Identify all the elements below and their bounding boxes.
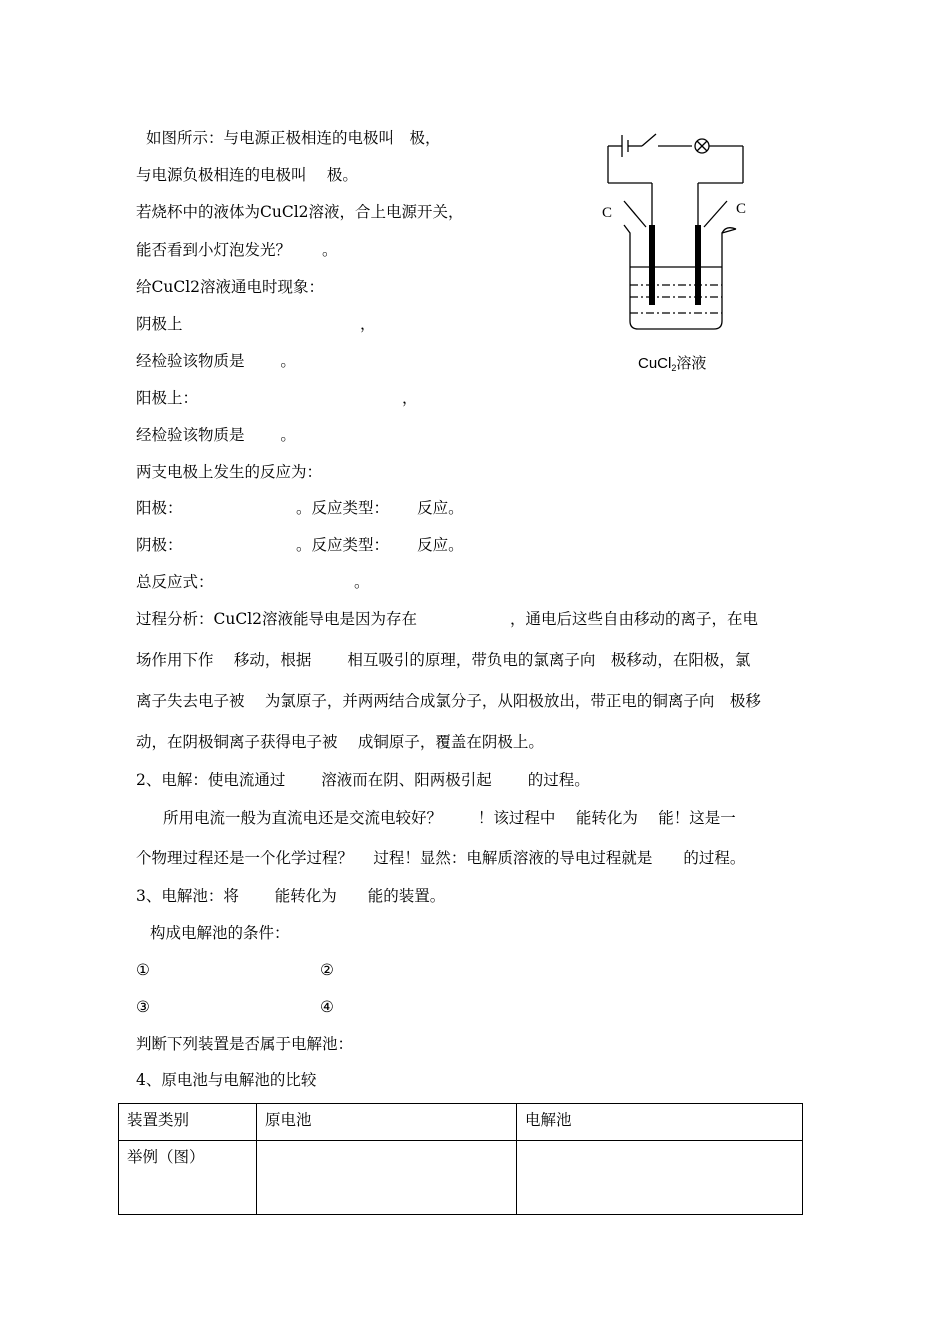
row-example-label: 举例（图）: [119, 1141, 257, 1215]
intro-line-5: 给CuCl2溶液通电时现象：: [136, 278, 325, 296]
header-device-type: 装置类别: [119, 1104, 257, 1141]
row-example-electrolytic[interactable]: [517, 1141, 803, 1215]
left-electrode: [649, 225, 655, 305]
cathode-observation-comma: ，: [360, 315, 376, 333]
section2-question-1: 所用电流一般为直流电还是交流电较好？ ！该过程中 能转化为 能！这是一: [163, 809, 736, 827]
figure-caption: CuCl$_2$溶液: [638, 355, 707, 373]
cathode-reaction-label: 阴极：: [136, 536, 183, 554]
anode-observation-label: 阳极上：: [136, 389, 199, 407]
reactions-heading: 两支电极上发生的反应为：: [136, 463, 323, 481]
anode-observation-comma: ，: [402, 389, 418, 407]
anode-reaction-type: 。反应类型： 反应。: [296, 499, 464, 517]
analysis-line-2: 场作用下作 移动，根据 相互吸引的原理，带负电的氯离子向 极移动，在阳极，氯: [136, 651, 751, 669]
overall-reaction-period: 。: [354, 573, 370, 591]
switch-blade: [642, 134, 656, 146]
cathode-check-line: 经检验该物质是 。: [136, 352, 296, 370]
section4-title: 4、原电池与电解池的比较: [136, 1071, 317, 1089]
cathode-observation-label: 阴极上: [136, 315, 183, 333]
right-electrode: [695, 225, 701, 305]
intro-line-2: 与电源负极相连的电极叫 极。: [136, 166, 358, 184]
judge-heading: 判断下列装置是否属于电解池：: [136, 1035, 354, 1053]
anode-reaction-label: 阳极：: [136, 499, 183, 517]
overall-reaction-label: 总反应式：: [136, 573, 214, 591]
right-electrode-label: C: [736, 201, 747, 217]
section2-definition: 2、电解：使电流通过 溶液而在阴、阳两极引起 的过程。: [136, 771, 590, 789]
section2-question-2: 个物理过程还是一个化学过程？ 过程！显然：电解质溶液的导电过程就是 的过程。: [136, 849, 746, 867]
condition-2: ②: [320, 961, 334, 979]
analysis-line-1: 过程分析：CuCl2溶液能导电是因为存在 ，通电后这些自由移动的离子，在电: [136, 610, 759, 628]
row-example-galvanic[interactable]: [257, 1141, 517, 1215]
analysis-line-4: 动，在阴极铜离子获得电子被 成铜原子，覆盖在阴极上。: [136, 733, 544, 751]
conditions-heading: 构成电解池的条件：: [150, 924, 290, 942]
table-header-row: [119, 1104, 803, 1141]
header-electrolytic-cell: 电解池: [517, 1104, 803, 1141]
left-electrode-label: C: [602, 205, 613, 221]
intro-line-1: 如图所示：与电源正极相连的电极叫 极，: [146, 129, 441, 147]
condition-4: ④: [320, 998, 334, 1016]
anode-check-line: 经检验该物质是 。: [136, 426, 296, 444]
cathode-reaction-type: 。反应类型： 反应。: [296, 536, 464, 554]
intro-line-3: 若烧杯中的液体为CuCl2溶液，合上电源开关，: [136, 203, 464, 221]
analysis-line-3: 离子失去电子被 为氯原子，并两两结合成氯分子，从阳极放出，带正电的铜离子向 极移: [136, 692, 761, 710]
intro-line-4: 能否看到小灯泡发光？ 。: [136, 241, 338, 259]
condition-3: ③: [136, 998, 150, 1016]
table-row: [119, 1141, 803, 1215]
comparison-table: [118, 1103, 803, 1215]
header-galvanic-cell: 原电池: [257, 1104, 517, 1141]
condition-1: ①: [136, 961, 150, 979]
section3-definition: 3、电解池：将 能转化为 能的装置。: [136, 887, 446, 905]
electrolysis-diagram: [590, 125, 760, 375]
